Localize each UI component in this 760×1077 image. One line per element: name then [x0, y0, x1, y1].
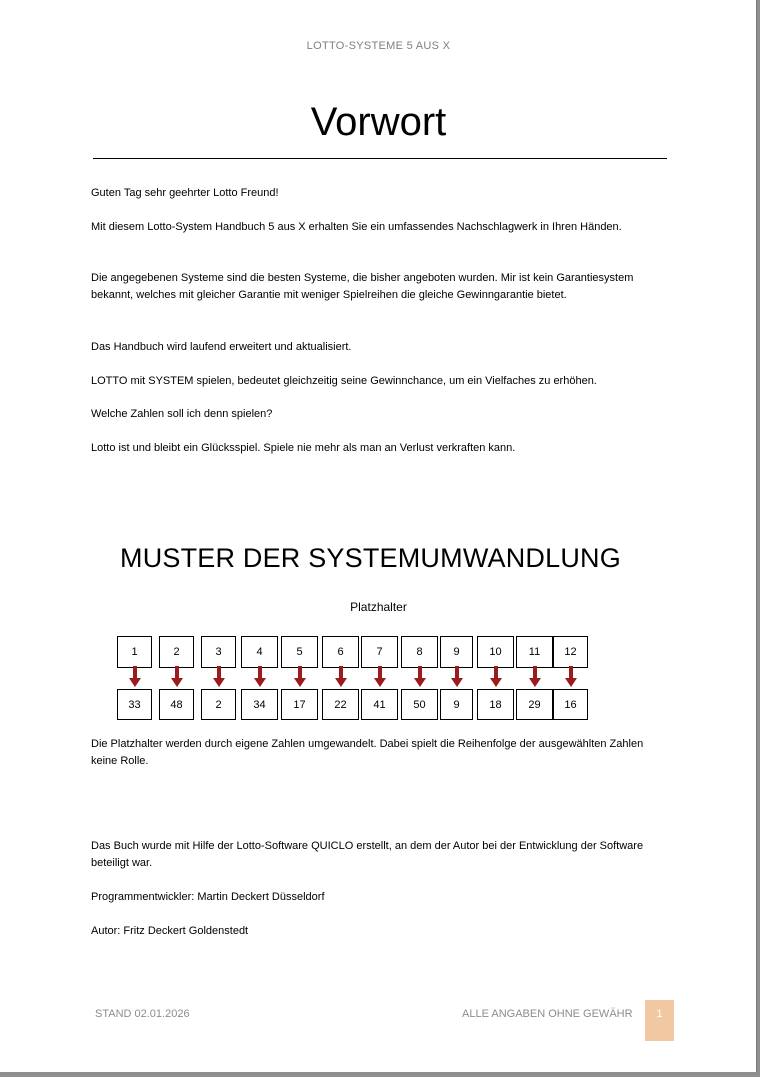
placeholder-box: 5 [281, 636, 318, 668]
placeholder-box: 6 [322, 636, 359, 668]
warning-paragraph: Lotto ist und bleibt ein Glücksspiel. Spiele nie mehr als man an Verlust verkraften kann. [91, 442, 516, 454]
placeholder-label: Platzhalter [350, 600, 407, 614]
down-arrow-icon [213, 666, 225, 688]
placeholder-box: 8 [401, 636, 438, 668]
down-arrow-icon [335, 666, 347, 688]
question-paragraph: Welche Zahlen soll ich denn spielen? [91, 408, 273, 420]
handbook-paragraph: Das Handbuch wird laufend erweitert und aktualisiert. [91, 341, 352, 353]
lotto-number-box: 17 [281, 689, 318, 720]
system-play-paragraph: LOTTO mit SYSTEM spielen, bedeutet gleichzeitig seine Gewinnchance, um ein Vielfaches zu erhöhen. [91, 375, 597, 387]
footer-disclaimer: ALLE ANGABEN OHNE GEWÄHR [462, 1008, 633, 1020]
lotto-number-box: 16 [553, 689, 588, 720]
placeholder-box: 7 [361, 636, 398, 668]
down-arrow-icon [171, 666, 183, 688]
footer-date: STAND 02.01.2026 [95, 1008, 190, 1020]
placeholder-box: 10 [477, 636, 514, 668]
lotto-number-box: 48 [159, 689, 194, 720]
placeholder-box: 2 [159, 636, 194, 668]
down-arrow-icon [374, 666, 386, 688]
placeholder-box: 12 [553, 636, 588, 668]
systems-paragraph: Die angegebenen Systeme sind die besten Systeme, die bisher angeboten wurden. Mir ist kein Garantiesystem bekannt, welches mit gleicher Garantie mit weniger Spielreihen die gleiche Gewinngarantie bietet. [91, 272, 634, 301]
placeholder-box: 4 [241, 636, 278, 668]
down-arrow-icon [565, 666, 577, 688]
lotto-number-box: 41 [361, 689, 398, 720]
lotto-number-box: 22 [322, 689, 359, 720]
lotto-number-box: 33 [117, 689, 152, 720]
lotto-number-box: 29 [516, 689, 553, 720]
developer-credit: Programmentwickler: Martin Deckert Düsseldorf [91, 891, 325, 903]
placeholder-box: 1 [117, 636, 152, 668]
down-arrow-icon [294, 666, 306, 688]
greeting-paragraph: Guten Tag sehr geehrter Lotto Freund! [91, 187, 279, 199]
intro-paragraph: Mit diesem Lotto-System Handbuch 5 aus X erhalten Sie ein umfassendes Nachschlagwerk in Ihren Händen. [91, 221, 622, 233]
page-number: 1 [645, 1000, 674, 1041]
placeholder-box: 9 [440, 636, 473, 668]
down-arrow-icon [414, 666, 426, 688]
down-arrow-icon [254, 666, 266, 688]
author-credit: Autor: Fritz Deckert Goldenstedt [91, 925, 249, 937]
down-arrow-icon [451, 666, 463, 688]
running-header: LOTTO-SYSTEME 5 AUS X [306, 40, 451, 52]
section-title: MUSTER DER SYSTEMUMWANDLUNG [120, 543, 621, 573]
down-arrow-icon [129, 666, 141, 688]
down-arrow-icon [490, 666, 502, 688]
lotto-number-box: 2 [201, 689, 236, 720]
explanation-paragraph: Die Platzhalter werden durch eigene Zahlen umgewandelt. Dabei spielt die Reihenfolge der ausgewählten Zahlen keine Rolle. [91, 738, 644, 767]
lotto-number-box: 50 [401, 689, 438, 720]
placeholder-box: 3 [201, 636, 236, 668]
page-title: Vorwort [310, 100, 447, 144]
software-note: Das Buch wurde mit Hilfe der Lotto-Software QUICLO erstellt, an dem der Autor bei der Entwicklung der Software beteiligt war. [91, 840, 644, 869]
placeholder-box: 11 [516, 636, 553, 668]
title-divider [93, 158, 667, 159]
down-arrow-icon [529, 666, 541, 688]
lotto-number-box: 9 [440, 689, 473, 720]
lotto-number-box: 34 [241, 689, 278, 720]
lotto-number-box: 18 [477, 689, 514, 720]
